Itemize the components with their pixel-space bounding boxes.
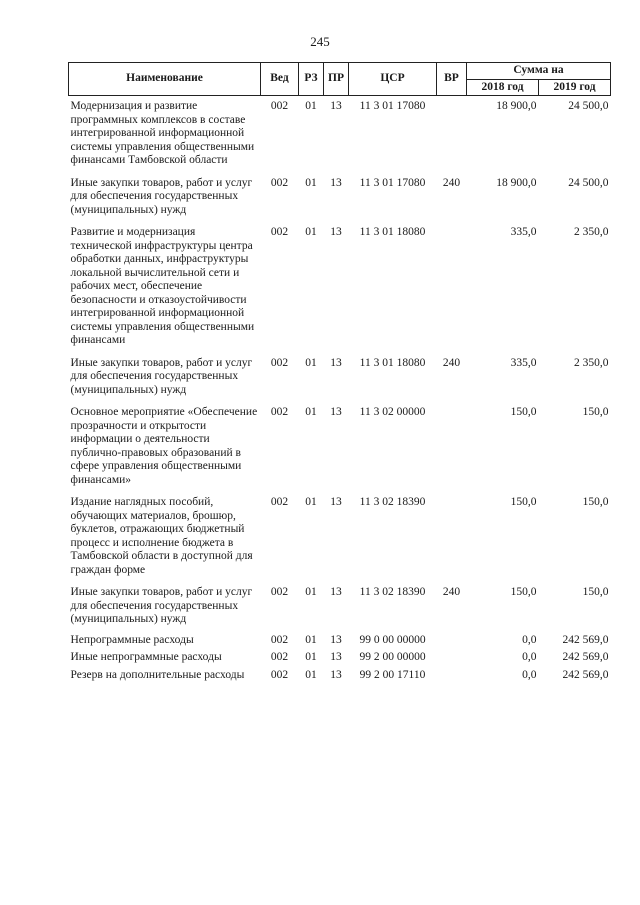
cell-rz: 01 — [305, 406, 317, 418]
cell-ved: 002 — [270, 496, 289, 508]
page-number: 245 — [310, 34, 330, 49]
table-row — [69, 353, 611, 403]
cell-sum-2019: 150,0 — [582, 406, 609, 418]
cell-vr — [437, 632, 467, 650]
table-row — [69, 649, 611, 667]
col-ved-header: Вед — [261, 63, 299, 96]
budget-table — [68, 62, 611, 684]
table-row — [69, 173, 611, 223]
cell-name: Непрограммные расходы — [70, 633, 194, 646]
col-vr-header: ВР — [437, 63, 467, 96]
cell-csr: 11 3 01 17080 — [359, 176, 426, 189]
col-2019-header: 2019 год — [539, 79, 611, 96]
cell-sum-2018: 335,0 — [510, 226, 537, 238]
cell-vr: 240 — [442, 176, 461, 189]
cell-sum-2019: 2 350,0 — [574, 356, 609, 369]
cell-ved: 002 — [270, 406, 289, 418]
cell-name: Иные непрограммные расходы — [70, 651, 222, 663]
header-row — [69, 63, 611, 80]
cell-name: Иные закупки товаров, работ и услуг для обеспечения государственных (муниципальных) нужд — [70, 356, 253, 396]
cell-ved: 002 — [270, 226, 289, 238]
cell-rz: 01 — [305, 496, 317, 508]
table-row — [69, 632, 611, 650]
cell-name: Иные закупки товаров, работ и услуг для обеспечения государственных (муниципальных) нужд — [70, 586, 253, 625]
cell-rz: 01 — [305, 668, 317, 681]
cell-csr: 99 2 00 17110 — [359, 668, 426, 681]
col-rz-header: РЗ — [299, 63, 324, 96]
cell-name: Издание наглядных пособий, обучающих материалов, брошюр, буклетов, отражающих бюджетный процесс и исполнение бюджета в Тамбовской области в доступной для граждан форме — [70, 496, 253, 576]
cell-vr — [437, 96, 467, 173]
col-name-header: Наименование — [69, 63, 261, 96]
cell-ved: 002 — [270, 651, 289, 663]
cell-sum-2018: 0,0 — [522, 633, 537, 646]
cell-name: Модернизация и развитие программных комплексов в составе интегрированной информационной системы управления общественными финансами Тамбовской области — [70, 100, 255, 166]
table-body — [69, 96, 611, 685]
cell-sum-2018: 150,0 — [510, 496, 537, 508]
col-sum-header: Сумма на — [467, 63, 611, 80]
cell-csr: 99 2 00 00000 — [359, 651, 426, 663]
cell-name: Иные закупки товаров, работ и услуг для обеспечения государственных (муниципальных) нужд — [70, 176, 253, 216]
cell-pr: 13 — [330, 496, 342, 508]
cell-rz: 01 — [305, 586, 317, 598]
cell-ved: 002 — [270, 176, 289, 189]
cell-pr: 13 — [330, 226, 342, 238]
cell-csr: 11 3 01 18080 — [359, 356, 426, 369]
cell-csr: 11 3 01 17080 — [359, 100, 426, 112]
cell-sum-2019: 242 569,0 — [562, 633, 609, 646]
cell-sum-2018: 335,0 — [510, 356, 537, 369]
cell-vr: 240 — [442, 586, 461, 598]
table-row — [69, 402, 611, 492]
cell-vr — [437, 649, 467, 667]
cell-pr: 13 — [330, 651, 342, 663]
col-2018-header: 2018 год — [467, 79, 539, 96]
cell-csr: 11 3 02 18390 — [359, 586, 426, 598]
cell-csr: 11 3 02 00000 — [359, 406, 426, 418]
cell-sum-2018: 150,0 — [510, 406, 537, 418]
cell-name: Развитие и модернизация технической инфраструктуры центра обработки данных, инфраструктуры локальной вычислительной сети и рабочих мест, обеспечение безопасности и отказоустойчивости интегрированной информационной системы управления общественными финансами — [70, 226, 255, 346]
cell-rz: 01 — [305, 633, 317, 646]
cell-pr: 13 — [330, 406, 342, 418]
cell-sum-2018: 18 900,0 — [496, 176, 537, 189]
cell-ved: 002 — [270, 633, 289, 646]
cell-name: Резерв на дополнительные расходы — [70, 668, 245, 681]
cell-sum-2018: 150,0 — [510, 586, 537, 598]
cell-sum-2018: 0,0 — [522, 651, 537, 663]
cell-rz: 01 — [305, 356, 317, 369]
cell-vr — [437, 402, 467, 492]
col-csr-header: ЦСР — [349, 63, 437, 96]
cell-ved: 002 — [270, 356, 289, 369]
cell-sum-2019: 24 500,0 — [568, 100, 609, 112]
table-row — [69, 492, 611, 582]
cell-pr: 13 — [330, 633, 342, 646]
cell-sum-2018: 0,0 — [522, 668, 537, 681]
cell-pr: 13 — [330, 356, 342, 369]
col-pr-header: ПР — [324, 63, 349, 96]
cell-ved: 002 — [270, 668, 289, 681]
cell-csr: 11 3 01 18080 — [359, 226, 426, 238]
cell-pr: 13 — [330, 586, 342, 598]
cell-vr — [437, 492, 467, 582]
cell-name: Основное мероприятие «Обеспечение прозрачности и открытости информации о деятельности публично-правовых образований в сфере управления общественными финансами» — [70, 406, 258, 486]
cell-vr — [437, 667, 467, 685]
cell-sum-2019: 150,0 — [582, 586, 609, 598]
table-row — [69, 96, 611, 173]
cell-sum-2018: 18 900,0 — [496, 100, 537, 112]
cell-sum-2019: 150,0 — [582, 496, 609, 508]
cell-vr — [437, 222, 467, 353]
cell-rz: 01 — [305, 651, 317, 663]
cell-pr: 13 — [330, 100, 342, 112]
cell-vr: 240 — [442, 356, 461, 369]
cell-rz: 01 — [305, 176, 317, 189]
table-row — [69, 667, 611, 685]
table-row — [69, 222, 611, 353]
cell-sum-2019: 2 350,0 — [574, 226, 609, 238]
cell-ved: 002 — [270, 586, 289, 598]
cell-csr: 11 3 02 18390 — [359, 496, 426, 508]
cell-pr: 13 — [330, 668, 342, 681]
cell-pr: 13 — [330, 176, 342, 189]
cell-sum-2019: 242 569,0 — [562, 651, 609, 663]
cell-rz: 01 — [305, 226, 317, 238]
cell-sum-2019: 24 500,0 — [568, 176, 609, 189]
cell-sum-2019: 242 569,0 — [562, 668, 609, 681]
table-row — [69, 582, 611, 632]
cell-csr: 99 0 00 00000 — [359, 633, 426, 646]
cell-ved: 002 — [270, 100, 289, 112]
cell-rz: 01 — [305, 100, 317, 112]
